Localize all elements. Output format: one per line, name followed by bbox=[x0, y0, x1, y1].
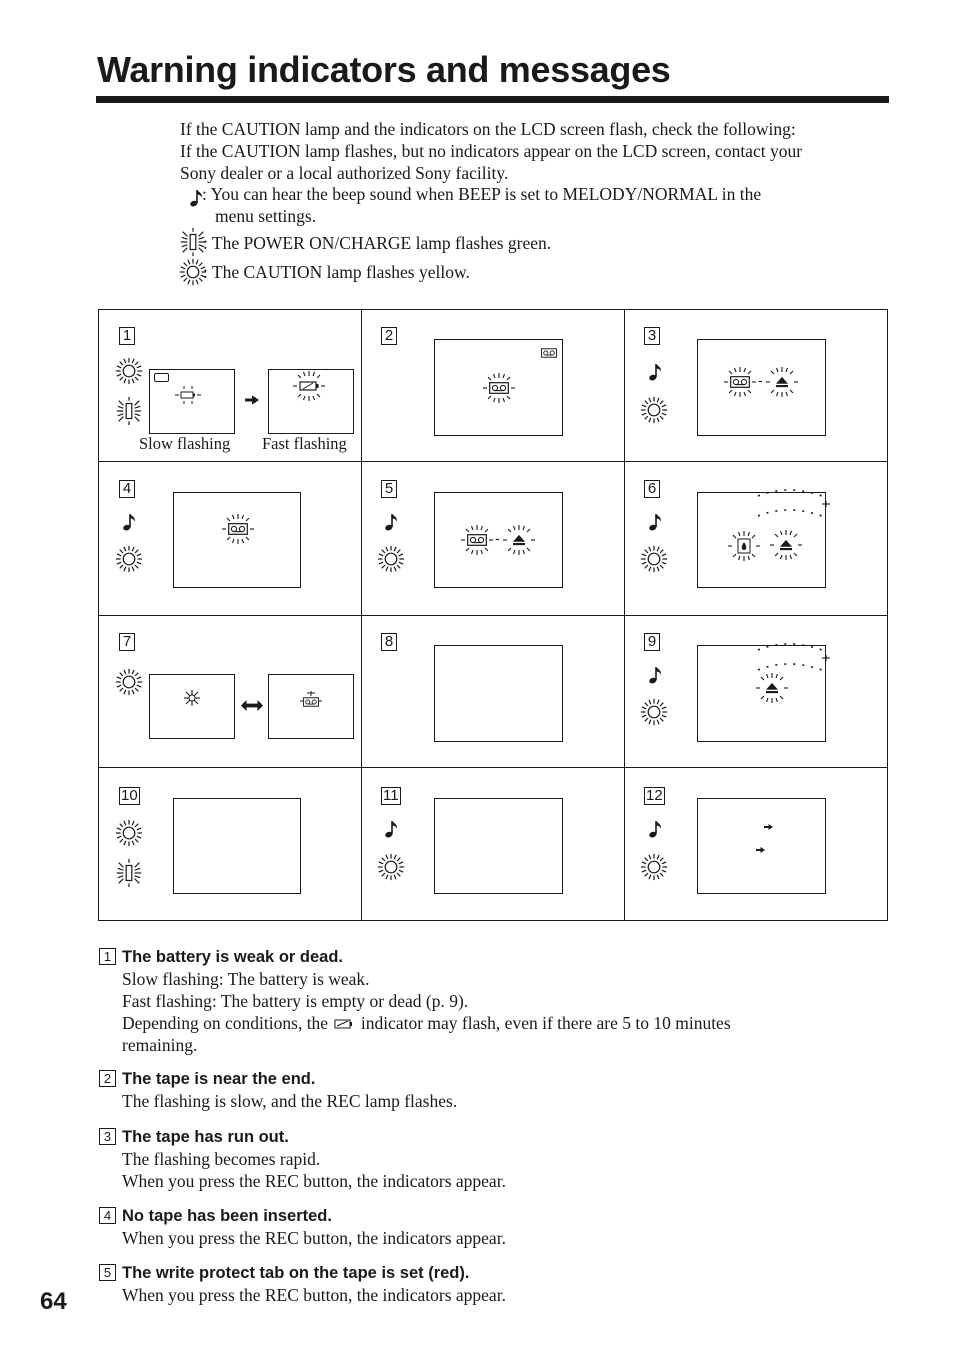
caution-lamp-flashing-icon bbox=[639, 697, 669, 727]
eject-icon bbox=[768, 529, 804, 561]
grid-cell-2 bbox=[361, 310, 624, 461]
music-note-icon bbox=[384, 819, 400, 839]
intro-line-2: If the CAUTION lamp flashes, but no indicators appear on the LCD screen, contact your bbox=[180, 141, 803, 161]
title-rule bbox=[96, 96, 889, 103]
legend-power-text: : The POWER ON/CHARGE lamp flashes green. bbox=[203, 233, 552, 253]
caution-lamp-flashing-icon bbox=[114, 544, 144, 574]
flashing-star-icon bbox=[183, 689, 201, 707]
caution-lamp-flashing-icon bbox=[114, 667, 144, 697]
lcd-screen bbox=[697, 798, 826, 894]
cell-number: 11 bbox=[383, 787, 399, 804]
lcd-screen bbox=[268, 674, 354, 739]
caution-lamp-flashing-icon bbox=[114, 356, 144, 386]
grid-cell-12 bbox=[624, 767, 887, 920]
cassette-icon bbox=[220, 513, 256, 545]
fast-flashing-caption: Fast flashing bbox=[262, 434, 347, 453]
music-note-icon bbox=[648, 819, 664, 839]
grid-cell-11 bbox=[361, 767, 624, 920]
separator-dash: - bbox=[758, 372, 763, 388]
cell-number: 7 bbox=[119, 633, 135, 651]
grid-cell-9 bbox=[624, 615, 887, 767]
condensation-icon bbox=[726, 530, 762, 562]
page-title: Warning indicators and messages bbox=[97, 49, 671, 90]
legend-beep-text: : You can hear the beep sound when BEEP is set to MELODY/NORMAL in the bbox=[202, 184, 762, 204]
item-text: When you press the REC button, the indicators appear. bbox=[122, 1285, 506, 1305]
lcd-screen bbox=[173, 492, 301, 588]
music-note-icon bbox=[648, 362, 664, 382]
legend-caution-text: : The CAUTION lamp flashes yellow. bbox=[203, 262, 470, 282]
grid-cell-10 bbox=[99, 767, 361, 920]
lcd-screen bbox=[434, 339, 563, 436]
cell-number: 8 bbox=[381, 633, 397, 651]
item-text bbox=[122, 1012, 731, 1034]
item-number: 3 bbox=[99, 1128, 116, 1145]
caution-lamp-flashing-icon bbox=[376, 852, 406, 882]
battery-icon bbox=[334, 1018, 354, 1030]
flashing-arc-icon bbox=[752, 482, 834, 528]
music-note-icon bbox=[648, 665, 664, 685]
grid-cell-7 bbox=[99, 615, 361, 767]
grid-cell-5 bbox=[361, 461, 624, 615]
cassette-icon bbox=[459, 524, 495, 556]
grid-cell-3 bbox=[624, 310, 887, 461]
item-text-part: indicator may flash, even if there are 5 to 10 minutes bbox=[360, 1013, 731, 1033]
grid-cell-6 bbox=[624, 461, 887, 615]
caution-lamp-flashing-icon bbox=[639, 544, 669, 574]
music-note-icon bbox=[648, 512, 664, 532]
lcd-screen bbox=[434, 798, 563, 894]
music-note-icon bbox=[122, 512, 138, 532]
battery-icon bbox=[289, 370, 329, 402]
slow-flashing-caption: Slow flashing bbox=[139, 434, 231, 453]
grid-cell-1 bbox=[99, 310, 361, 461]
caution-lamp-flashing-icon bbox=[639, 395, 669, 425]
cassette-icon bbox=[481, 372, 517, 404]
legend-beep-text-2: menu settings. bbox=[215, 206, 317, 226]
cell-number: 6 bbox=[644, 480, 660, 498]
intro-line-3: Sony dealer or a local authorized Sony facility. bbox=[180, 163, 509, 183]
music-note-icon bbox=[384, 512, 400, 532]
intro-line-1: If the CAUTION lamp and the indicators on the LCD screen flash, check the following: bbox=[180, 119, 796, 139]
grid-cell-4 bbox=[99, 461, 361, 615]
lcd-screen-slow bbox=[149, 369, 235, 434]
item-heading: The tape has run out. bbox=[122, 1128, 289, 1146]
item-number: 1 bbox=[99, 948, 116, 965]
rec-mode-indicator bbox=[154, 373, 169, 382]
item-text: When you press the REC button, the indicators appear. bbox=[122, 1228, 506, 1248]
item-number: 2 bbox=[99, 1070, 116, 1087]
caution-lamp-flashing-icon bbox=[639, 852, 669, 882]
arrow-right-icon bbox=[756, 847, 765, 853]
item-text: The flashing becomes rapid. bbox=[122, 1149, 321, 1169]
battery-icon bbox=[172, 381, 204, 409]
cassette-icon bbox=[299, 690, 323, 712]
double-arrow-icon bbox=[241, 700, 263, 711]
cell-number: 10 bbox=[121, 787, 138, 804]
arrow-right-icon bbox=[764, 824, 773, 830]
cell-number: 5 bbox=[381, 480, 397, 498]
separator-dash: - bbox=[495, 530, 500, 546]
lcd-screen bbox=[173, 798, 301, 894]
flashing-arc-icon bbox=[752, 636, 834, 682]
indicator-grid bbox=[98, 309, 888, 921]
lcd-screen-fast bbox=[268, 369, 354, 434]
power-lamp-flashing-icon bbox=[114, 858, 144, 888]
cassette-icon bbox=[541, 348, 557, 358]
arrow-right-icon bbox=[245, 395, 259, 405]
item-number: 5 bbox=[99, 1264, 116, 1281]
item-heading: No tape has been inserted. bbox=[122, 1207, 332, 1225]
item-text: Slow flashing: The battery is weak. bbox=[122, 969, 370, 989]
page-number: 64 bbox=[40, 1288, 67, 1315]
grid-cell-8 bbox=[361, 615, 624, 767]
item-heading: The battery is weak or dead. bbox=[122, 948, 343, 966]
eject-icon bbox=[501, 524, 537, 556]
item-text: When you press the REC button, the indicators appear. bbox=[122, 1171, 506, 1191]
item-heading: The write protect tab on the tape is set (red). bbox=[122, 1264, 470, 1282]
cell-number: 3 bbox=[644, 327, 660, 345]
item-text: The flashing is slow, and the REC lamp flashes. bbox=[122, 1091, 458, 1111]
item-heading: The tape is near the end. bbox=[122, 1070, 316, 1088]
cell-number: 2 bbox=[381, 327, 397, 345]
power-lamp-flashing-icon bbox=[114, 396, 144, 426]
eject-icon bbox=[764, 366, 800, 398]
item-text-part: Depending on conditions, the bbox=[122, 1013, 329, 1033]
lcd-screen bbox=[434, 645, 563, 742]
item-number: 4 bbox=[99, 1207, 116, 1224]
caution-lamp-flashing-icon bbox=[376, 544, 406, 574]
item-text: Fast flashing: The battery is empty or dead (p. 9). bbox=[122, 991, 469, 1011]
cell-number: 9 bbox=[644, 633, 660, 651]
lcd-screen bbox=[697, 339, 826, 436]
cell-number: 1 bbox=[119, 327, 135, 345]
cassette-icon bbox=[722, 366, 758, 398]
item-text: remaining. bbox=[122, 1035, 198, 1055]
cell-number: 4 bbox=[119, 480, 135, 498]
caution-lamp-flashing-icon bbox=[114, 818, 144, 848]
lcd-screen bbox=[434, 492, 563, 588]
lcd-screen bbox=[149, 674, 235, 739]
cell-number: 12 bbox=[646, 787, 663, 804]
